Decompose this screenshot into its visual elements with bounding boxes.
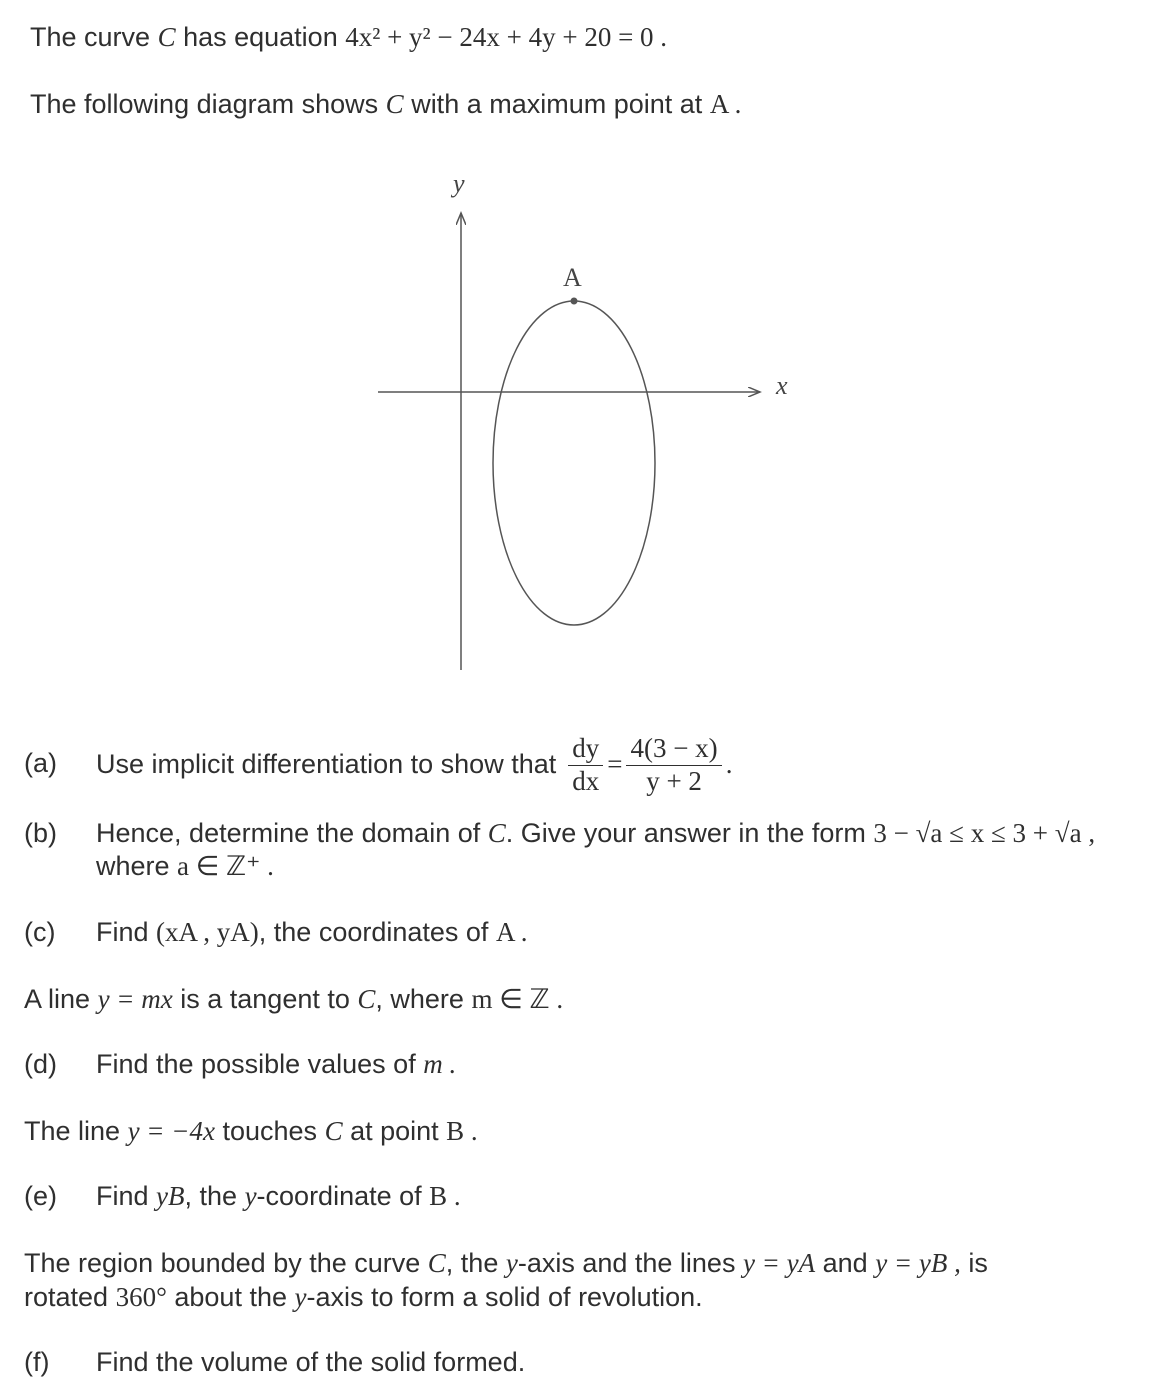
- part-c-label: (c): [24, 917, 56, 947]
- statement-text: is a tangent to: [172, 984, 358, 1014]
- part-f-question: Find the volume of the solid formed.: [96, 1347, 526, 1377]
- part-b-line-2: [96, 851, 274, 882]
- curve-variable: C: [487, 818, 506, 848]
- point-b-label: B .: [429, 1181, 461, 1211]
- y-variable: y: [505, 1248, 518, 1278]
- statement-text: -axis and the lines: [517, 1248, 743, 1278]
- y-axis-label: y: [453, 169, 465, 198]
- statement-text: about the: [166, 1282, 295, 1312]
- line-equation: y = −4x: [127, 1116, 215, 1146]
- statement-text: -axis to form a solid of revolution.: [306, 1282, 703, 1312]
- part-b: [24, 818, 1164, 888]
- statement-text: rotated: [24, 1282, 116, 1312]
- coords-a: (xA , yA): [156, 917, 259, 947]
- curve-variable: C: [385, 89, 404, 119]
- dx-denominator: dx: [572, 765, 600, 796]
- rhs-numerator: 4(3 − x): [626, 733, 721, 765]
- intro-line-1: [30, 22, 667, 53]
- part-e-text: Find: [96, 1181, 157, 1211]
- part-a-question: [96, 730, 732, 800]
- statement-region: [24, 1248, 988, 1279]
- part-c-question: [96, 917, 527, 948]
- statement-text: The line: [24, 1116, 128, 1146]
- intro-text: has equation: [175, 22, 346, 52]
- curve-variable: C: [427, 1248, 446, 1278]
- statement-text: A line: [24, 984, 98, 1014]
- angle-360: 360°: [115, 1282, 167, 1312]
- curve-variable: C: [357, 984, 376, 1014]
- part-b-label: (b): [24, 818, 57, 848]
- tangent-equation: y = mx: [97, 984, 173, 1014]
- part-d-text: Find the possible values of: [96, 1049, 424, 1079]
- line-y-equals-ya: y = yA: [742, 1248, 816, 1278]
- part-e-label: (e): [24, 1181, 57, 1211]
- intro-text: with a maximum point at: [403, 89, 710, 119]
- y-variable: y: [294, 1282, 307, 1312]
- curve-variable: C: [157, 22, 176, 52]
- curve-variable: C: [324, 1116, 343, 1146]
- point-b-label: B .: [446, 1116, 478, 1146]
- part-f-label: (f): [24, 1347, 50, 1377]
- a-in-z-plus: a ∈ ℤ⁺ .: [177, 851, 274, 881]
- x-axis-label: x: [776, 371, 788, 400]
- point-a-text: A: [563, 263, 582, 292]
- statement-text: , the: [445, 1248, 506, 1278]
- statement-tangent-line: [24, 984, 563, 1015]
- statement-region-line-2: [24, 1282, 703, 1313]
- m-in-z: m ∈ ℤ .: [471, 984, 564, 1014]
- line-y-equals-yb: y = yB ,: [875, 1248, 961, 1278]
- statement-text: at point: [342, 1116, 447, 1146]
- rhs-fraction: [626, 733, 721, 796]
- point-a-marker: [571, 298, 578, 305]
- part-b-text: . Give your answer in the form: [505, 818, 874, 848]
- part-d-label: (d): [24, 1049, 57, 1079]
- m-variable: m .: [423, 1049, 457, 1079]
- curve-ellipse: [493, 301, 655, 625]
- curve-equation: 4x² + y² − 24x + 4y + 20 = 0 .: [345, 22, 668, 52]
- statement-text: is: [960, 1248, 988, 1278]
- part-c-text: , the coordinates of: [258, 917, 496, 947]
- statement-text: The region bounded by the curve: [24, 1248, 428, 1278]
- part-c-text: Find: [96, 917, 157, 947]
- part-b-text: where: [96, 851, 178, 881]
- statement-text: and: [815, 1248, 876, 1278]
- point-a-label: A .: [709, 89, 742, 119]
- point-a-label: A .: [495, 917, 528, 947]
- intro-line-2: [30, 89, 741, 120]
- part-e-text: , the: [184, 1181, 245, 1211]
- rhs-denominator: y + 2: [646, 765, 702, 796]
- part-d-question: [96, 1049, 456, 1080]
- part-a-label: (a): [24, 748, 57, 778]
- part-e-text: -coordinate of: [256, 1181, 430, 1211]
- equals-sign: =: [607, 749, 623, 780]
- part-b-text: Hence, determine the domain of: [96, 818, 488, 848]
- period: .: [725, 749, 733, 780]
- part-a-text: Use implicit differentiation to show that: [96, 749, 557, 780]
- intro-text: The following diagram shows: [30, 89, 386, 119]
- dy-numerator: dy: [568, 733, 603, 765]
- part-e-question: [96, 1181, 461, 1212]
- domain-form: 3 − √a ≤ x ≤ 3 + √a ,: [873, 818, 1096, 848]
- y-b-variable: yB: [156, 1181, 185, 1211]
- statement-line-touches: [24, 1116, 478, 1147]
- statement-text: touches: [214, 1116, 325, 1146]
- statement-text: , where: [375, 984, 472, 1014]
- dy-dx-fraction: [568, 733, 603, 796]
- intro-text: The curve: [30, 22, 158, 52]
- y-variable: y: [244, 1181, 257, 1211]
- part-b-line-1: [96, 818, 1095, 849]
